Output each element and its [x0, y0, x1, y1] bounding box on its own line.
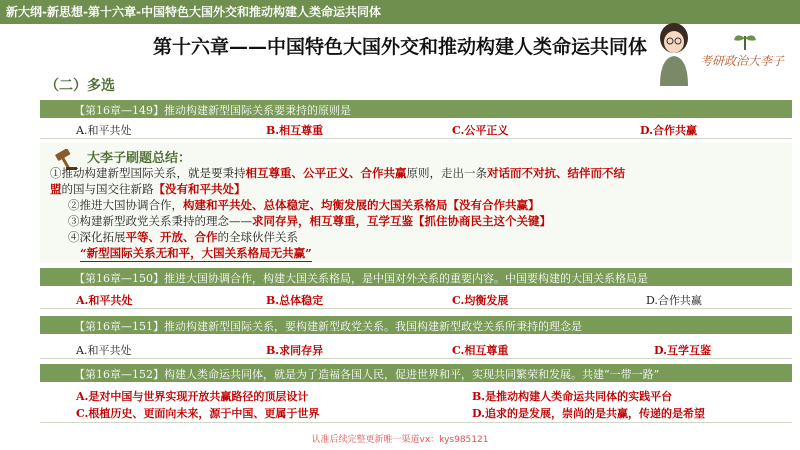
q150-option-b[interactable]: B.总体稳定	[266, 294, 324, 307]
section-label: （二）多选	[45, 78, 115, 94]
q152-option-c[interactable]: C.根植历史、更面向未来，源于中国、更属于世界	[76, 407, 320, 420]
question-152-options	[40, 386, 792, 423]
q149-option-c[interactable]: C.公平正义	[452, 124, 509, 137]
summary-text: ①推动构建新型国际关系，就是要秉持	[50, 166, 246, 180]
summary-keyword: 【没有合作共赢】	[447, 198, 540, 212]
q152-option-d[interactable]: D.追求的是发展，崇尚的是共赢，传递的是希望	[472, 407, 705, 420]
question-150-options	[40, 290, 792, 309]
summary-keyword: 【没有和平共处】	[153, 182, 246, 196]
question-152-stem-bar	[40, 364, 792, 382]
summary-text: ④深化拓展	[68, 230, 126, 244]
q151-option-a[interactable]: A.和平共处	[76, 344, 132, 357]
summary-heading: 大李子刷题总结：	[87, 151, 192, 166]
summary-text: ②推进大国协调合作，	[68, 198, 183, 212]
q149-option-b[interactable]: B.相互尊重	[266, 124, 324, 137]
q152-option-a[interactable]: A.是对中国与世界实现开放共赢路径的顶层设计	[76, 390, 309, 403]
q150-option-d[interactable]: D.合作共赢	[646, 294, 702, 307]
summary-text: 的全球伙伴关系	[217, 230, 298, 244]
summary-box	[40, 143, 792, 263]
footer-watermark: 认准后续完整更新唯一渠道vx：kys985121	[311, 435, 489, 445]
summary-text: 原则，走出一条	[406, 166, 487, 180]
q149-option-d[interactable]: D.合作共赢	[640, 124, 697, 137]
question-150-stem: 【第16章—150】推进大国协调合作，构建大国关系格局，是中国对外关系的重要内容。中国要构建的大国关系格局是	[74, 272, 648, 285]
q150-option-a[interactable]: A.和平共处	[76, 294, 133, 307]
q149-option-a[interactable]: A.和平共处	[76, 124, 132, 137]
q151-option-b[interactable]: B.求同存异	[266, 344, 324, 357]
question-149-stem: 【第16章—149】推动构建新型国际关系要秉持的原则是	[74, 104, 351, 117]
summary-line-3	[68, 197, 540, 213]
summary-keyword: 求同存异，相互尊重，互学互鉴	[252, 214, 413, 228]
summary-line-1	[50, 165, 625, 181]
question-149-options	[40, 120, 792, 139]
summary-line-4	[68, 213, 551, 229]
summary-line-5	[68, 229, 298, 245]
page-title: 第十六章——中国特色大国外交和推动构建人类命运共同体	[152, 36, 647, 58]
summary-line-6: “新型国际关系无和平，大国关系格局无共赢”	[80, 246, 312, 260]
summary-keyword: 构建和平共处、总体稳定、均衡发展的大国关系格局	[183, 198, 448, 212]
summary-keyword: 相互尊重、公平正义、合作共赢	[245, 166, 407, 180]
question-149-stem-bar	[40, 100, 792, 118]
summary-keyword: 【抓住协商民主这个关键】	[413, 214, 551, 228]
summary-keyword: 盟	[50, 182, 62, 196]
avatar	[650, 18, 698, 86]
brand-text: 考研政治大李子	[700, 54, 785, 68]
summary-text: ③构建新型政党关系秉持的理念——	[68, 214, 252, 228]
question-152-stem: 【第16章—152】构建人类命运共同体，就是为了造福各国人民，促进世界和平，实现共同繁荣和发展。共建“一带一路”	[74, 368, 660, 381]
summary-text: 的国与国交往新路	[61, 182, 154, 196]
q151-option-c[interactable]: C.相互尊重	[452, 344, 509, 357]
leaf-logo-icon	[730, 28, 760, 52]
question-151-stem-bar	[40, 316, 792, 334]
q152-option-b[interactable]: B.是推动构建人类命运共同体的实践平台	[472, 390, 673, 403]
q151-option-d[interactable]: D.互学互鉴	[654, 344, 711, 357]
summary-keyword: 对话而不对抗、结伴而不结	[487, 166, 625, 180]
breadcrumb: 新大纲-新思想-第十六章-中国特色大国外交和推动构建人类命运共同体	[6, 5, 381, 19]
summary-line-2	[50, 181, 246, 197]
question-151-stem: 【第16章—151】推动构建新型国际关系，要构建新型政党关系。我国构建新型政党关系所秉持的理念是	[74, 320, 582, 333]
question-150-stem-bar	[40, 268, 792, 286]
q150-option-c[interactable]: C.均衡发展	[452, 294, 509, 307]
summary-keyword: 平等、开放、合作	[125, 230, 218, 244]
question-151-options	[40, 340, 792, 359]
